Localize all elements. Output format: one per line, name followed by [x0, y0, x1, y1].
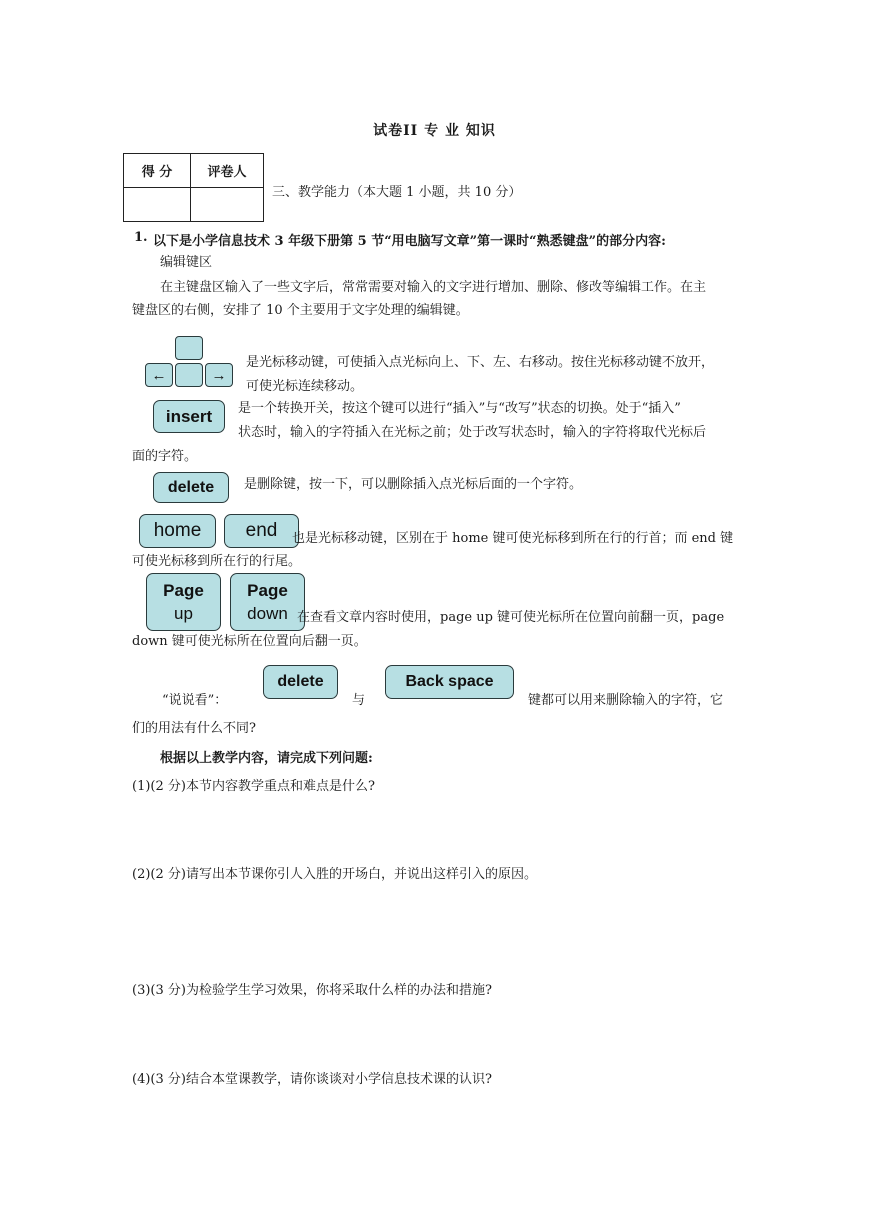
say-prefix: “说说看”：	[162, 693, 228, 708]
arrows-desc-line1: 是光标移动键，可使插入点光标向上、下、左、右移动。按住光标移动键不放开，	[246, 355, 715, 370]
say-suffix: 键都可以用来删除输入的字符，它	[528, 693, 724, 708]
subquestion-2: (2)(2 分)请写出本节课你引人入胜的开场白，并说出这样引入的原因。	[132, 867, 537, 882]
insert-key: insert	[153, 400, 225, 433]
score-cell	[124, 188, 191, 222]
section-heading: 三、教学能力（本大题 1 小题，共 10 分）	[272, 185, 522, 200]
insert-desc-line2: 状态时，输入的字符插入在光标之前；处于改写状态时，输入的字符将取代光标后	[238, 425, 707, 440]
question-intro: 以下是小学信息技术 3 年级下册第 5 节“用电脑写文章”第一课时“熟悉键盘”的部分内容:	[153, 234, 666, 249]
score-table	[123, 153, 264, 222]
page-down-key-label-2: down	[247, 604, 288, 623]
left-arrow-key: ←	[145, 363, 173, 387]
grader-header: 评卷人	[191, 154, 264, 188]
para1-line2: 键盘区的右侧，安排了 10 个主要用于文字处理的编辑键。	[132, 303, 469, 318]
subquestion-3: (3)(3 分)为检验学生学习效果，你将采取什么样的办法和措施?	[132, 983, 492, 998]
subhead: 编辑键区	[160, 255, 213, 270]
say-line2: 们的用法有什么不同?	[132, 721, 256, 736]
say-and: 与	[352, 693, 366, 708]
insert-desc-line3: 面的字符。	[132, 449, 198, 464]
arrows-desc-line2: 可使光标连续移动。	[246, 379, 364, 394]
end-key: end	[224, 514, 299, 548]
insert-desc-line1: 是一个转换开关，按这个键可以进行“插入”与“改写”状态的切换。处于“插入”	[238, 401, 681, 416]
homeend-desc-line2: 可使光标移到所在行的行尾。	[132, 554, 302, 569]
delete-key-2: delete	[263, 665, 338, 699]
instruction: 根据以上教学内容，请完成下列问题:	[160, 751, 373, 766]
page-up-key-label-1: Page	[163, 581, 204, 600]
page-up-key-label-2: up	[174, 604, 193, 623]
backspace-key: Back space	[385, 665, 514, 699]
page-desc-line1: 在查看文章内容时使用，page up 键可使光标所在位置向前翻一页，page	[297, 610, 725, 625]
up-arrow-key	[175, 336, 203, 360]
down-arrow-key	[175, 363, 203, 387]
homeend-desc-line1: 也是光标移动键，区别在于 home 键可使光标移到所在行的行首；而 end 键	[292, 531, 734, 546]
page-down-key-label-1: Page	[247, 581, 288, 600]
home-key: home	[139, 514, 216, 548]
delete-key: delete	[153, 472, 229, 503]
page-title: 试卷II 专 业 知识	[373, 123, 496, 139]
subquestion-1: (1)(2 分)本节内容教学重点和难点是什么?	[132, 779, 375, 794]
para1-line1: 在主键盘区输入了一些文字后，常常需要对输入的文字进行增加、删除、修改等编辑工作。在主	[160, 280, 707, 295]
page-desc-line2: down 键可使光标所在位置向后翻一页。	[132, 634, 367, 649]
delete-desc: 是删除键，按一下，可以删除插入点光标后面的一个字符。	[244, 477, 583, 492]
right-arrow-key: →	[205, 363, 233, 387]
page-up-key	[146, 573, 221, 631]
score-header: 得 分	[124, 154, 191, 188]
page-down-key	[230, 573, 305, 631]
grader-cell	[191, 188, 264, 222]
subquestion-4: (4)(3 分)结合本堂课教学，请你谈谈对小学信息技术课的认识?	[132, 1072, 492, 1087]
question-number: 1.	[134, 230, 148, 245]
